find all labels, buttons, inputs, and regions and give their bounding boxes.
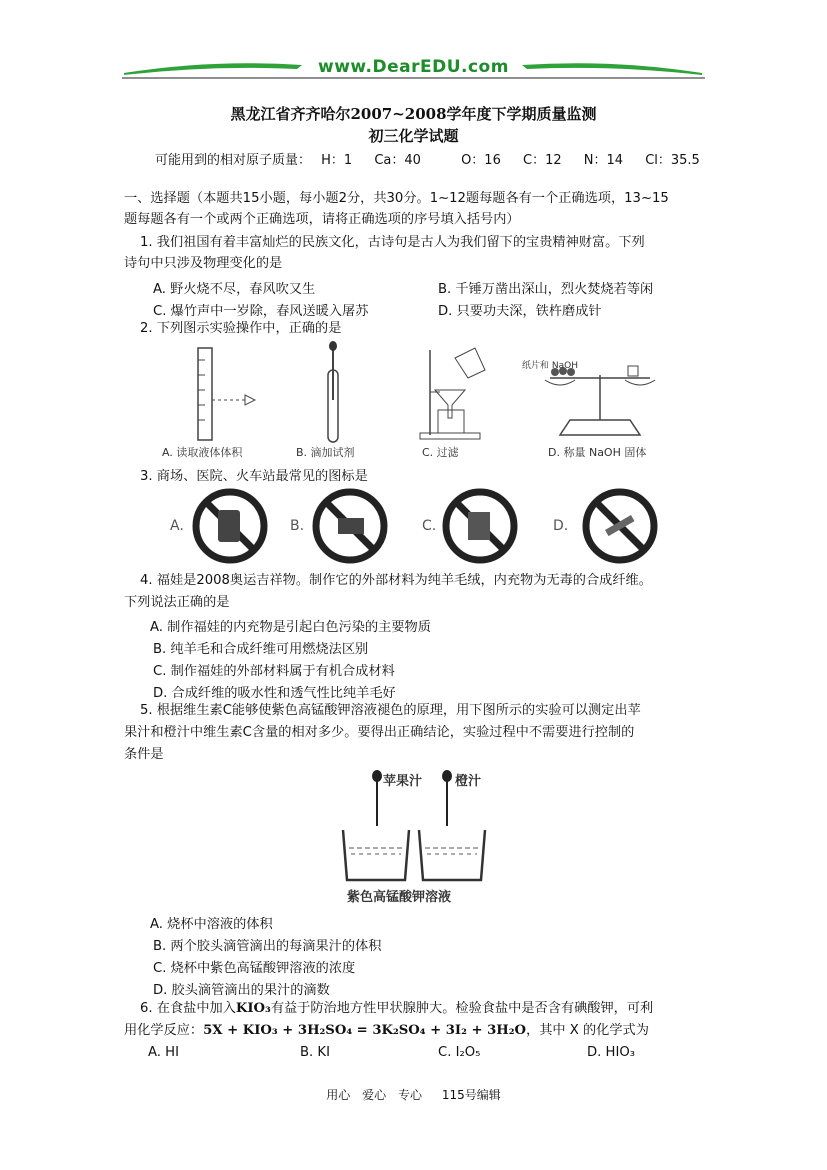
question-2-stem: 2. 下列图示实验操作中，正确的是 bbox=[140, 321, 342, 336]
exam-subtitle: 初三化学试题 bbox=[368, 127, 459, 145]
option: B. KI bbox=[300, 1045, 330, 1060]
page-footer bbox=[0, 1086, 827, 1103]
mass-item: Cl：35.5 bbox=[645, 153, 700, 168]
figure-caption: B. 滴加试剂 bbox=[296, 446, 355, 459]
orange-juice-label: 橙汁 bbox=[455, 774, 482, 789]
question-4-stem: 4. 福娃是2008奥运吉祥物。制作它的外部材料为纯羊毛绒，内充物为无毒的合成纤维。 bbox=[140, 573, 652, 588]
footer-item: 115号编辑 bbox=[441, 1088, 501, 1102]
section-instruction: 一、选择题（本题共15小题，每小题2分，共30分。1~12题每题各有一个正确选项，13~15 bbox=[124, 191, 669, 206]
question-5-stem: 条件是 bbox=[124, 747, 164, 762]
option-letter: A. bbox=[170, 518, 184, 534]
stem-text: ，其中 X 的化学式为 bbox=[526, 1023, 649, 1038]
kio3-formula: KIO₃ bbox=[235, 1001, 271, 1016]
option: C. 制作福娃的外部材料属于有机合成材料 bbox=[153, 664, 395, 679]
option: C. 爆竹声中一岁除，春风送暖入屠苏 bbox=[153, 304, 369, 319]
option: A. 制作福娃的内充物是引起白色污染的主要物质 bbox=[150, 620, 431, 635]
option-letter: B. bbox=[290, 518, 305, 534]
prohibition-signs-figure bbox=[160, 488, 670, 568]
vitamin-c-figure bbox=[335, 768, 495, 908]
option: B. 两个胶头滴管滴出的每滴果汁的体积 bbox=[153, 939, 382, 954]
option: B. 纯羊毛和合成纤维可用燃烧法区别 bbox=[153, 642, 369, 657]
atomic-masses bbox=[155, 149, 718, 168]
option: D. 合成纤维的吸水性和透气性比纯羊毛好 bbox=[153, 686, 396, 701]
figure-caption: A. 读取液体体积 bbox=[162, 446, 243, 459]
apple-juice-label: 苹果汁 bbox=[383, 774, 423, 789]
mass-item: Ca：40 bbox=[374, 153, 421, 168]
footer-item: 专心 bbox=[397, 1088, 422, 1102]
balance-label: 纸片和 NaOH bbox=[522, 361, 578, 371]
lab-operations-figure bbox=[150, 340, 680, 465]
option: C. 烧杯中紫色高锰酸钾溶液的浓度 bbox=[153, 961, 356, 976]
option: C. I₂O₅ bbox=[438, 1045, 481, 1060]
atomic-masses-label: 可能用到的相对原子质量： bbox=[155, 153, 312, 168]
footer-item: 爱心 bbox=[362, 1088, 387, 1102]
mass-item: H：1 bbox=[321, 153, 353, 168]
option-letter: D. bbox=[553, 518, 569, 534]
option: A. 烧杯中溶液的体积 bbox=[150, 917, 273, 932]
reaction-equation: 5X + KIO₃ + 3H₂SO₄ = 3K₂SO₄ + 3I₂ + 3H₂O bbox=[203, 1023, 527, 1038]
option: D. 只要功夫深，铁杵磨成针 bbox=[438, 304, 602, 319]
question-1-stem: 1. 我们祖国有着丰富灿烂的民族文化，古诗句是古人为我们留下的宝贵精神财富。下列 bbox=[140, 235, 645, 250]
figure-caption: C. 过滤 bbox=[422, 446, 459, 459]
mass-item: N：14 bbox=[583, 153, 624, 168]
mass-item: C：12 bbox=[523, 153, 562, 168]
question-3-stem: 3. 商场、医院、火车站最常见的图标是 bbox=[140, 469, 368, 484]
site-url: www.DearEDU.com bbox=[318, 57, 509, 77]
question-1-stem: 诗句中只涉及物理变化的是 bbox=[124, 256, 283, 271]
stem-text: 有益于防治地方性甲状腺肿大。检验食盐中是否含有碘酸钾，可利 bbox=[270, 1001, 654, 1016]
exam-title: 黑龙江省齐齐哈尔2007~2008学年度下学期质量监测 bbox=[230, 105, 597, 123]
section-instruction: 题每题各有一个或两个正确选项，请将正确选项的序号填入括号内） bbox=[124, 212, 520, 227]
site-banner bbox=[122, 55, 705, 83]
footer-item: 用心 bbox=[326, 1088, 351, 1102]
question-4-stem: 下列说法正确的是 bbox=[124, 595, 230, 610]
option: D. HIO₃ bbox=[587, 1045, 636, 1060]
stem-text: 用化学反应： bbox=[124, 1023, 204, 1038]
question-6-stem bbox=[124, 1020, 649, 1042]
option: A. HI bbox=[148, 1045, 179, 1060]
option: D. 胶头滴管滴出的果汁的滴数 bbox=[153, 983, 330, 998]
solution-label: 紫色高锰酸钾溶液 bbox=[347, 890, 452, 905]
question-5-stem: 5. 根据维生素C能够使紫色高锰酸钾溶液褪色的原理，用下图所示的实验可以测定出苹 bbox=[140, 703, 641, 718]
figure-caption: D. 称量 NaOH 固体 bbox=[548, 446, 647, 459]
option: A. 野火烧不尽，春风吹又生 bbox=[153, 282, 316, 297]
mass-item: O：16 bbox=[461, 153, 501, 168]
no-sign-icon bbox=[160, 488, 670, 568]
stem-text: 6. 在食盐中加入 bbox=[140, 1001, 236, 1016]
question-6-stem bbox=[140, 998, 653, 1020]
question-5-stem: 果汁和橙汁中维生素C含量的相对多少。要得出正确结论，实验过程中不需要进行控制的 bbox=[124, 725, 635, 740]
option-letter: C. bbox=[422, 518, 437, 534]
option: B. 千锤万凿出深山，烈火焚烧若等闲 bbox=[438, 282, 654, 297]
